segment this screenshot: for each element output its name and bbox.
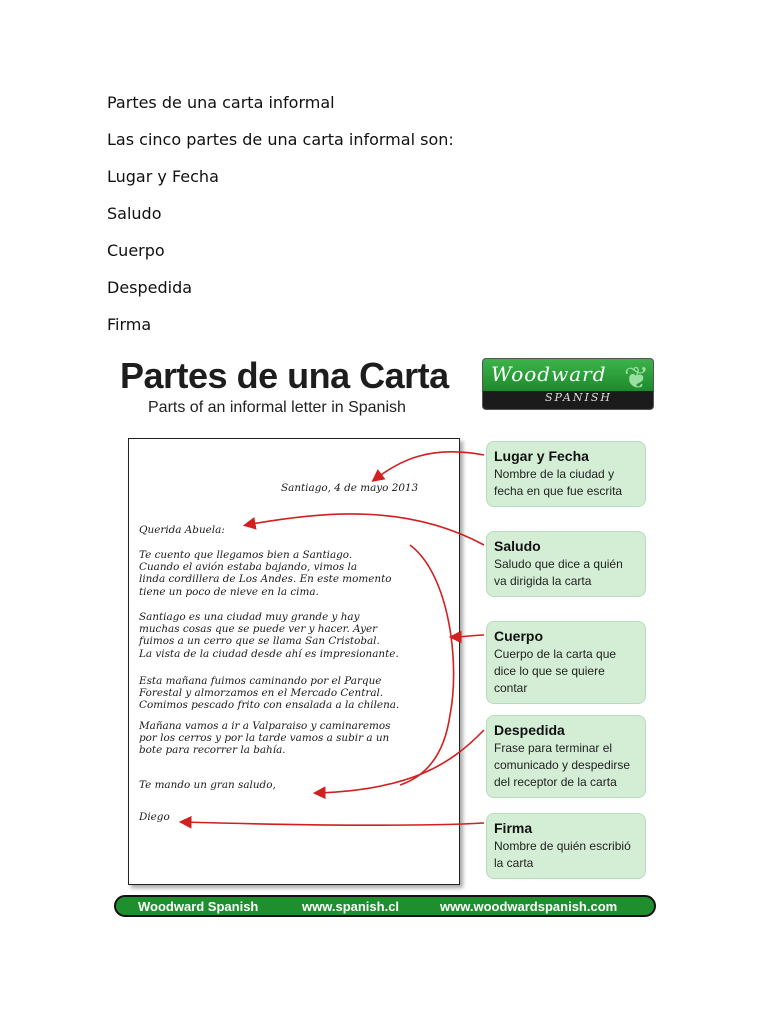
- letter-greeting: Querida Abuela:: [139, 524, 225, 536]
- card-title: Cuerpo: [494, 628, 543, 644]
- logo-sub: SPANISH: [545, 391, 612, 404]
- card-text: Cuerpo de la carta que dice lo que se quiere contar: [494, 647, 617, 695]
- woodward-logo: [482, 358, 654, 410]
- card-text: Saludo que dice a quién va dirigida la carta: [494, 557, 623, 588]
- card-text: Nombre de quién escribió la carta: [494, 839, 631, 870]
- footer-link-woodwardspanish: www.woodwardspanish.com: [440, 899, 618, 914]
- letter-page: [128, 438, 460, 885]
- card-text: Frase para terminar el comunicado y despedirse del receptor de la carta: [494, 741, 631, 789]
- footer-brand: Woodward Spanish: [138, 899, 259, 914]
- part-item-firma: Firma: [107, 315, 152, 334]
- card-despedida: [486, 715, 646, 798]
- card-title: Saludo: [494, 538, 541, 554]
- part-item-saludo: Saludo: [107, 204, 162, 223]
- footer-bar: [114, 895, 656, 917]
- infographic-title: Partes de una Carta: [120, 355, 449, 396]
- document-intro: Las cinco partes de una carta informal son:: [107, 130, 454, 149]
- card-saludo: [486, 531, 646, 597]
- document-heading: Partes de una carta informal: [107, 93, 335, 112]
- infographic-image: [110, 345, 660, 930]
- fern-icon: ❦: [623, 361, 649, 396]
- letter-date: Santiago, 4 de mayo 2013: [281, 482, 419, 494]
- part-item-despedida: Despedida: [107, 278, 193, 297]
- infographic-subtitle: Parts of an informal letter in Spanish: [148, 399, 406, 416]
- footer-link-spanish: www.spanish.cl: [302, 899, 400, 914]
- card-lugar-fecha: [486, 441, 646, 507]
- letter-paragraph-4: Mañana vamos a ir a Valparaiso y caminaremos por los cerros y por la tarde vamos a subir a un bote para recorrer la bahía.: [139, 720, 391, 757]
- card-text: Nombre de la ciudad y fecha en que fue escrita: [494, 467, 623, 498]
- letter-paragraph-1: Te cuento que llegamos bien a Santiago. Cuando el avión estaba bajando, vimos la linda cordillera de Los Andes. En este momento tiene un poco de nieve en la cima.: [139, 549, 392, 598]
- card-title: Firma: [494, 820, 533, 836]
- card-firma: [486, 813, 646, 879]
- card-title: Lugar y Fecha: [494, 448, 589, 464]
- letter-paragraph-3: Esta mañana fuimos caminando por el Parque Forestal y almorzamos en el Mercado Central. Comimos pescado frito con ensalada a la chilena.: [139, 675, 400, 712]
- part-item-lugar-fecha: Lugar y Fecha: [107, 167, 219, 186]
- part-item-cuerpo: Cuerpo: [107, 241, 165, 260]
- logo-name: Woodward: [491, 362, 607, 386]
- letter-signature: Diego: [139, 811, 170, 823]
- letter-closing: Te mando un gran saludo,: [139, 779, 276, 791]
- letter-paragraph-2: Santiago es una ciudad muy grande y hay muchas cosas que se puede ver y hacer. Ayer fuimos a un cerro que se llama San Cristobal. La vista de la ciudad desde ahí es impresionante.: [139, 611, 399, 660]
- card-cuerpo: [486, 621, 646, 704]
- card-title: Despedida: [494, 722, 565, 738]
